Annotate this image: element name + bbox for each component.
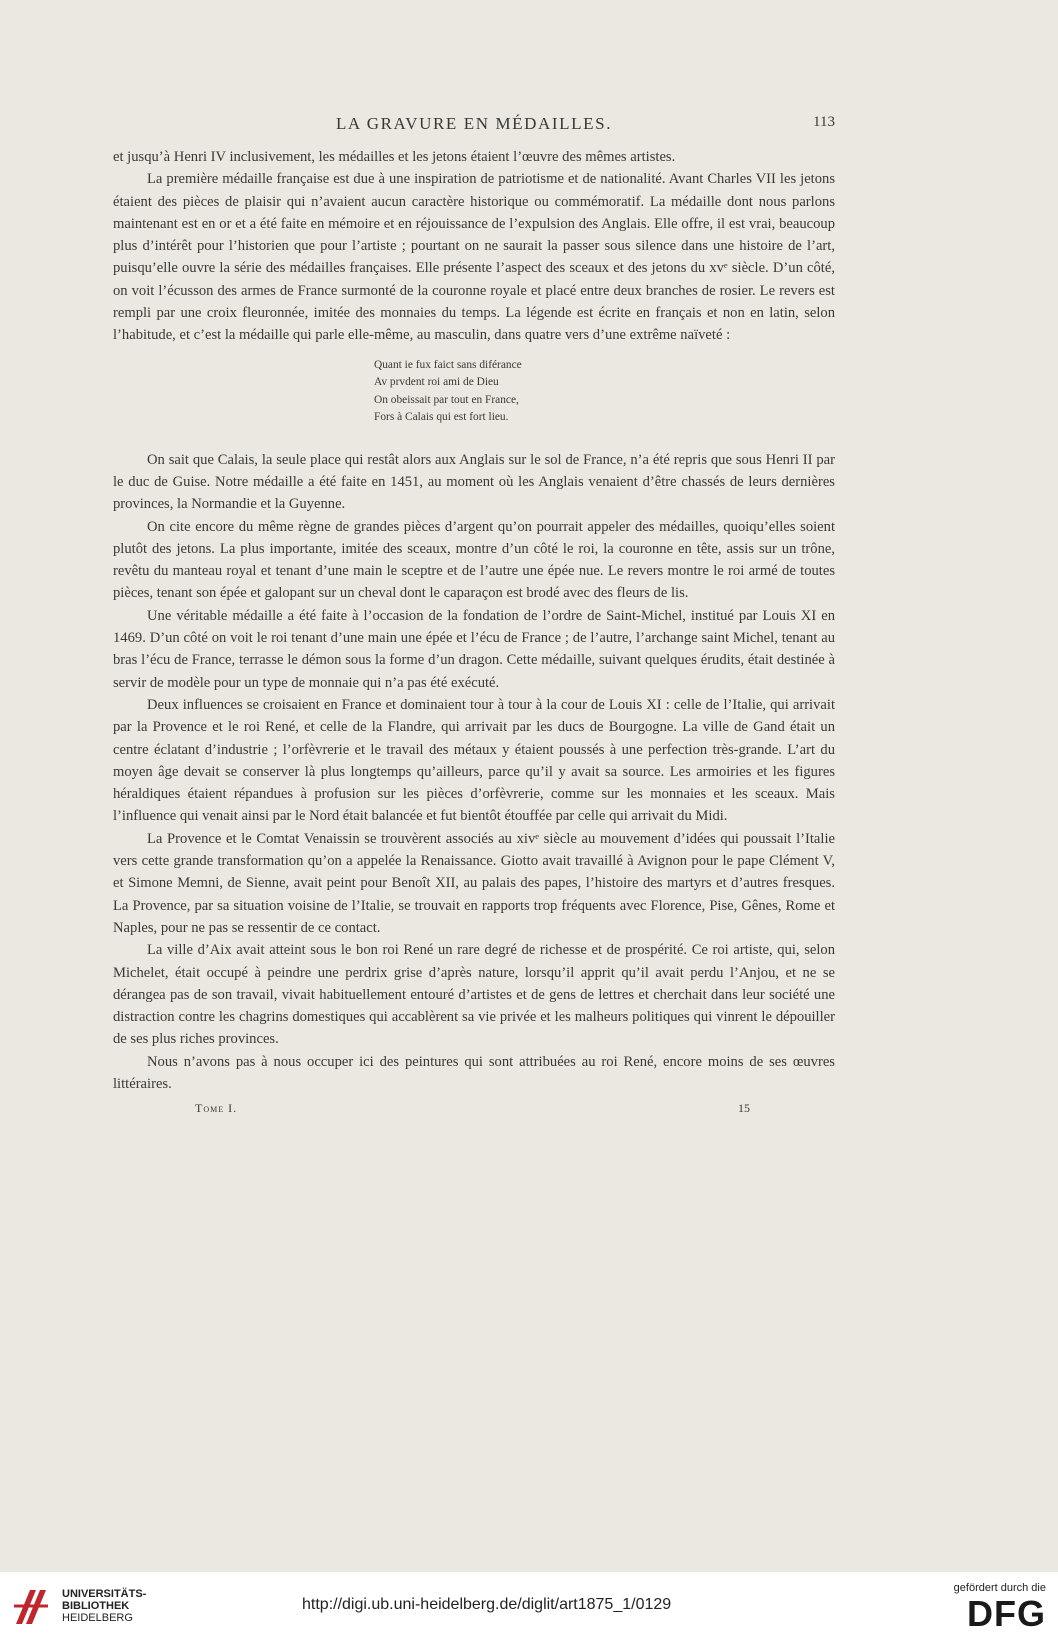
funding-credit — [954, 1582, 1046, 1634]
running-head — [113, 110, 835, 136]
library-name: UNIVERSITÄTS- BIBLIOTHEK HEIDELBERG — [62, 1588, 147, 1624]
paragraph: On sait que Calais, la seule place qui restât alors aux Anglais sur le sol de France, n’a été repris que sous Henri II par le duc de Guise. Notre médaille a été faite en 1451, au moment où les Anglais venaient d’être chassés de leurs dernières provinces, la Normandie et la Guyenne. — [113, 451, 835, 513]
verse-line: Fors à Calais qui est fort lieu. — [374, 411, 509, 424]
page-content — [113, 110, 835, 1117]
verse-line: Av prvdent roi ami de Dieu — [374, 376, 499, 389]
paragraph: On cite encore du même règne de grandes pièces d’argent qu’on pourrait appeler des médailles, quoiqu’elles soient plutôt des jetons. La plus importante, imitée des sceaux, montre d’un côté le roi, la couronne en tête, assis sur un trône, revêtu du manteau royal et tenant d’une main le sceptre et de l’autre une épée nue. Le revers montre le roi armé de toutes pièces, tenant son épée et galopant sur un cheval dont le caparaçon est brodé avec des fleurs de lis. — [113, 518, 835, 602]
verse-line: Quant ie fux faict sans diférance — [374, 358, 522, 371]
paragraph: La première médaille française est due à une inspiration de patriotisme et de nationalité. Avant Charles VII les jetons étaient des pièces de plaisir qui n’avaient aucun caractère historique ou commémoratif. La médaille dont nous parlons maintenant est en or et a été faite en mémoire et en réjouissance de l’expulsion des Anglais. Elle offre, il est vrai, beaucoup plus d’intérêt pour l’historien que pour l’artiste ; pourtant on ne saurait la passer sous silence dans une histoire de l’art, puisqu’elle ouvre la série des médailles françaises. Elle présente l’aspect des sceaux et des jetons du xvᵉ siècle. D’un côté, on voit l’écusson des armes de France surmonté de la couronne royale et placé entre deux branches de rosier. Le revers est rempli par une croix fleuronnée, imitée des monnaies du temps. La légende est écrite en français et non en latin, selon l’habitude, et c’est la médaille qui parle elle-même, au masculin, dans quatre vers d’une extrême naïveté : — [113, 171, 835, 344]
paragraph: Nous n’avons pas à nous occuper ici des peintures qui sont attribuées au roi René, encore moins de ses œuvres littéraires. — [113, 1053, 835, 1092]
funding-caption: gefördert durch die — [953, 1582, 1046, 1594]
library-logo-icon — [10, 1584, 52, 1630]
volume-label: Tome I. — [195, 1101, 238, 1116]
dfg-logo: DFG — [967, 1593, 1046, 1634]
digital-library-footer — [0, 1572, 1058, 1650]
medal-legend-verse — [374, 357, 835, 427]
paragraph: La Provence et le Comtat Venaissin se trouvèrent associés au xivᵉ siècle au mouvement d’idées qui poussait l’Italie vers cette grande transformation qu’on a appelée la Renaissance. Giotto avait travaillé à Avignon pour le pape Clément V, et Simone Memni, de Sienne, avait peint pour Benoît XII, au palais des papes, l’histoire des martyrs et d’autres fresques. La Provence, par sa situation voisine de l’Italie, se trouvait en rapports trop fréquents avec Florence, Pise, Gênes, Rome et Naples, pour ne pas se ressentir de ce contact. — [113, 830, 835, 936]
page-number: 113 — [813, 114, 835, 130]
paragraph: La ville d’Aix avait atteint sous le bon roi René un rare degré de richesse et de prospérité. Ce roi artiste, qui, selon Michelet, était occupé à peindre une perdrix grise d’après nature, lorsqu’il apprit qu’il avait perdu l’Anjou, et ne se dérangea pas de son travail, vivait habituellement entouré d’artistes et de gens de lettres et cherchait dans leur société une distraction contre les chagrins domestiques qui accablèrent sa vie privée et les malheurs politiques qui vinrent le dépouiller de ses plus riches provinces. — [113, 942, 835, 1048]
permalink[interactable]: http://digi.ub.uni-heidelberg.de/diglit/art1875_1/0129 — [302, 1596, 672, 1613]
paragraph: Deux influences se croisaient en France et dominaient tour à tour à la cour de Louis XI : celle de l’Italie, qui arrivait par la Provence et le roi René, et celle de la Flandre, qui arrivait par les ducs de Bourgogne. La ville de Gand était un centre éclatant d’industrie ; l’orfèvrerie et le travail des métaux y étaient poussés à une perfection très-grande. L’art du moyen âge devait se conserver là plus longtemps qu’ailleurs, parce qu’il y avait sa source. Les armoiries et les figures héraldiques étaient répandues à profusion sur les pièces d’orfèvrerie, comme sur les monnaies et les sceaux. Mais l’influence qui venait ainsi par le Nord était balancée et fut bientôt étouffée par celle qui arrivait du Midi. — [113, 696, 835, 825]
signature-mark: 15 — [738, 1101, 750, 1116]
page-foot — [113, 1097, 835, 1117]
verse-line: On obeissait par tout en France, — [374, 393, 519, 406]
paragraph: Une véritable médaille a été faite à l’occasion de la fondation de l’ordre de Saint-Michel, institué par Louis XI en 1469. D’un côté on voit le roi tenant d’une main une épée et l’écu de France ; de l’autre, l’archange saint Michel, tenant au bras l’écu de France, terrasse le démon sous la forme d’un dragon. Cette médaille, suivant quelques érudits, était destinée à servir de modèle pour un type de monnaie qui n’a pas été exécuté. — [113, 607, 835, 691]
running-title: LA GRAVURE EN MÉDAILLES. — [335, 114, 613, 133]
paragraph-continuation: et jusqu’à Henri IV inclusivement, les médailles et les jetons étaient l’œuvre des mêmes artistes. — [113, 149, 676, 165]
